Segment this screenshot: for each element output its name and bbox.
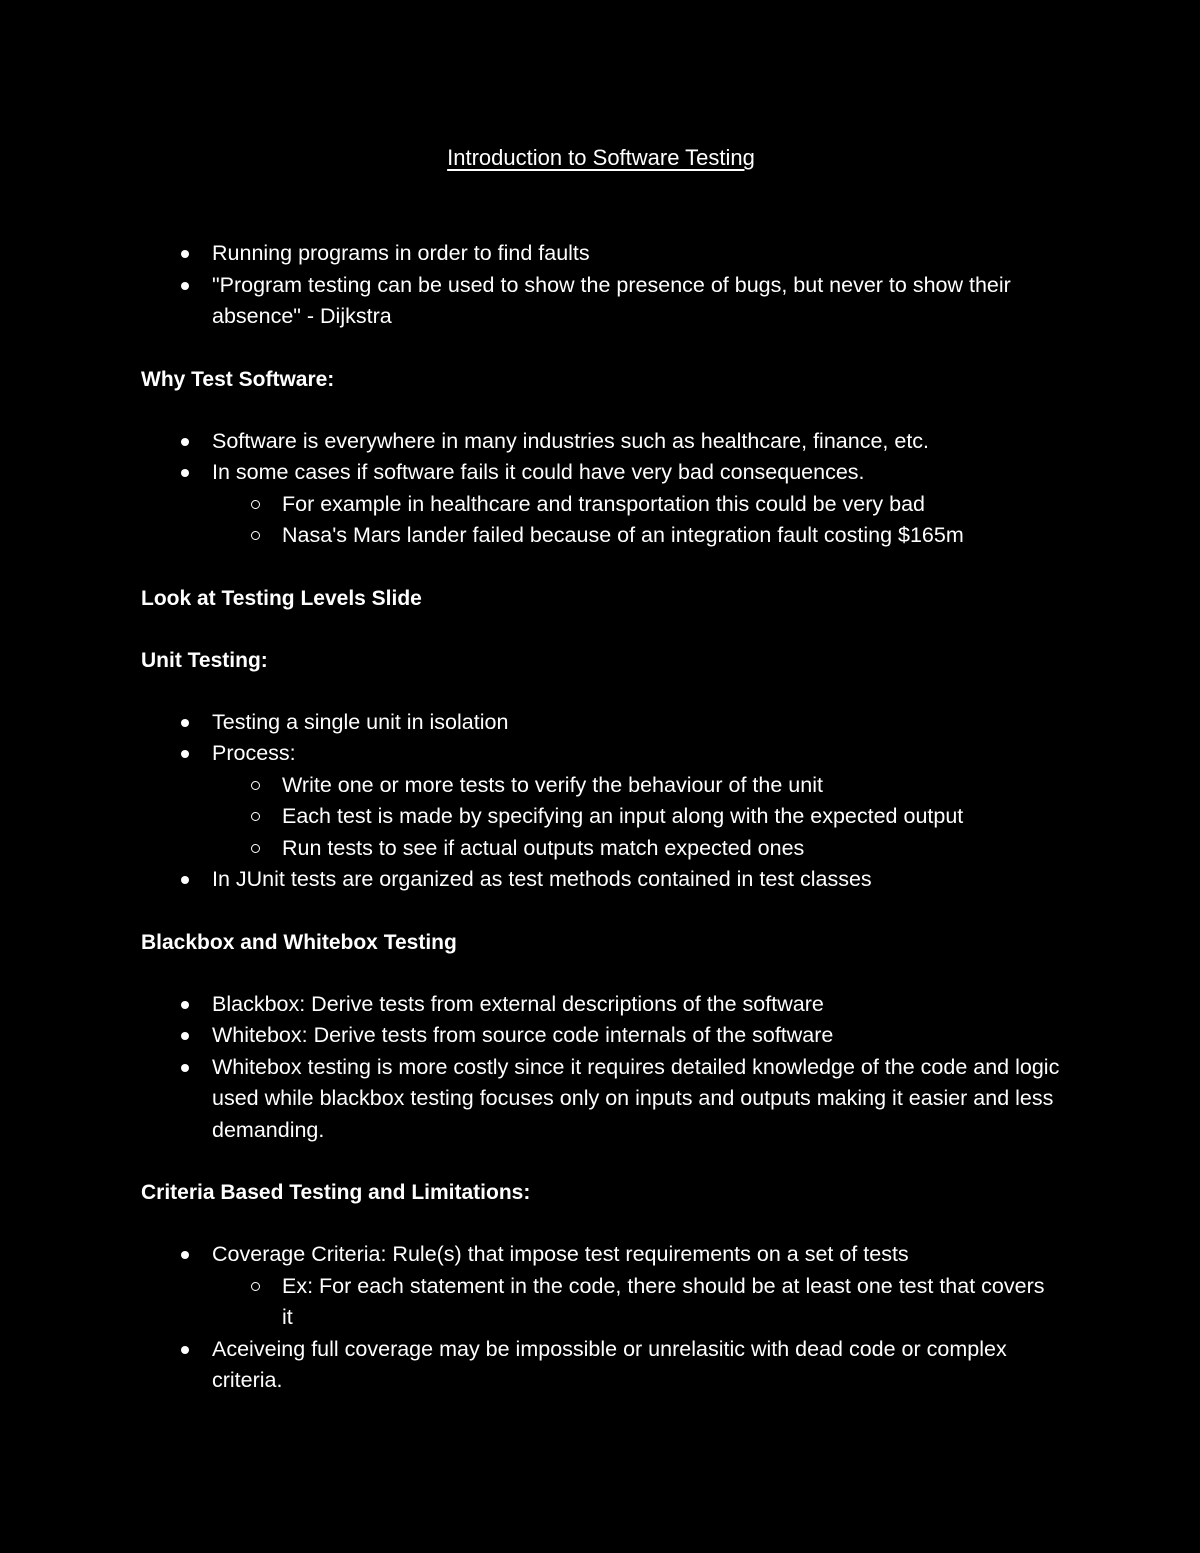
list-item: Blackbox: Derive tests from external descriptions of the software [141,989,1061,1021]
list-item: Software is everywhere in many industries such as healthcare, finance, etc. [141,426,1061,458]
document-title: Introduction to Software Testing [447,145,755,170]
list-item-text: Process: [212,741,296,765]
list-item: Running programs in order to find faults [141,238,1061,270]
section-heading-box-testing: Blackbox and Whitebox Testing [141,930,457,954]
sub-list-item: For example in healthcare and transportation this could be very bad [212,489,1061,521]
sub-list [141,489,1061,552]
box-testing-list [141,989,1061,1147]
sub-list [141,770,1061,865]
list-item: Aceiveing full coverage may be impossible or unrelasitic with dead code or complex criteria. [141,1334,1061,1397]
criteria-testing-list [141,1239,1061,1397]
list-item [141,738,1061,864]
sub-list-item: Nasa's Mars lander failed because of an integration fault costing $165m [212,520,1061,552]
list-item-text: Coverage Criteria: Rule(s) that impose test requirements on a set of tests [212,1242,909,1266]
list-item: Whitebox testing is more costly since it requires detailed knowledge of the code and logic used while blackbox testing focuses only on inputs and outputs making it easier and less demanding. [141,1052,1061,1147]
intro-list [141,238,1061,333]
list-item: Whitebox: Derive tests from source code internals of the software [141,1020,1061,1052]
section-heading-unit-testing: Unit Testing: [141,648,268,672]
section-heading-criteria-testing: Criteria Based Testing and Limitations: [141,1181,531,1204]
section-heading-why-test: Why Test Software: [141,367,335,391]
list-item: "Program testing can be used to show the presence of bugs, but never to show their absence" - Dijkstra [141,270,1061,333]
sub-list-item: Write one or more tests to verify the behaviour of the unit [212,770,1061,802]
why-test-list [141,426,1061,552]
unit-testing-list [141,707,1061,896]
section-heading-testing-levels: Look at Testing Levels Slide [141,586,422,610]
sub-list-item: Run tests to see if actual outputs match expected ones [212,833,1061,865]
document-page [141,140,1061,1397]
sub-list [141,1271,1061,1334]
sub-list-item: Ex: For each statement in the code, there should be at least one test that covers it [212,1271,1061,1334]
sub-list-item: Each test is made by specifying an input along with the expected output [212,801,1061,833]
list-item: In JUnit tests are organized as test methods contained in test classes [141,864,1061,896]
list-item: Testing a single unit in isolation [141,707,1061,739]
list-item [141,457,1061,552]
list-item [141,1239,1061,1334]
list-item-text: In some cases if software fails it could have very bad consequences. [212,460,865,484]
